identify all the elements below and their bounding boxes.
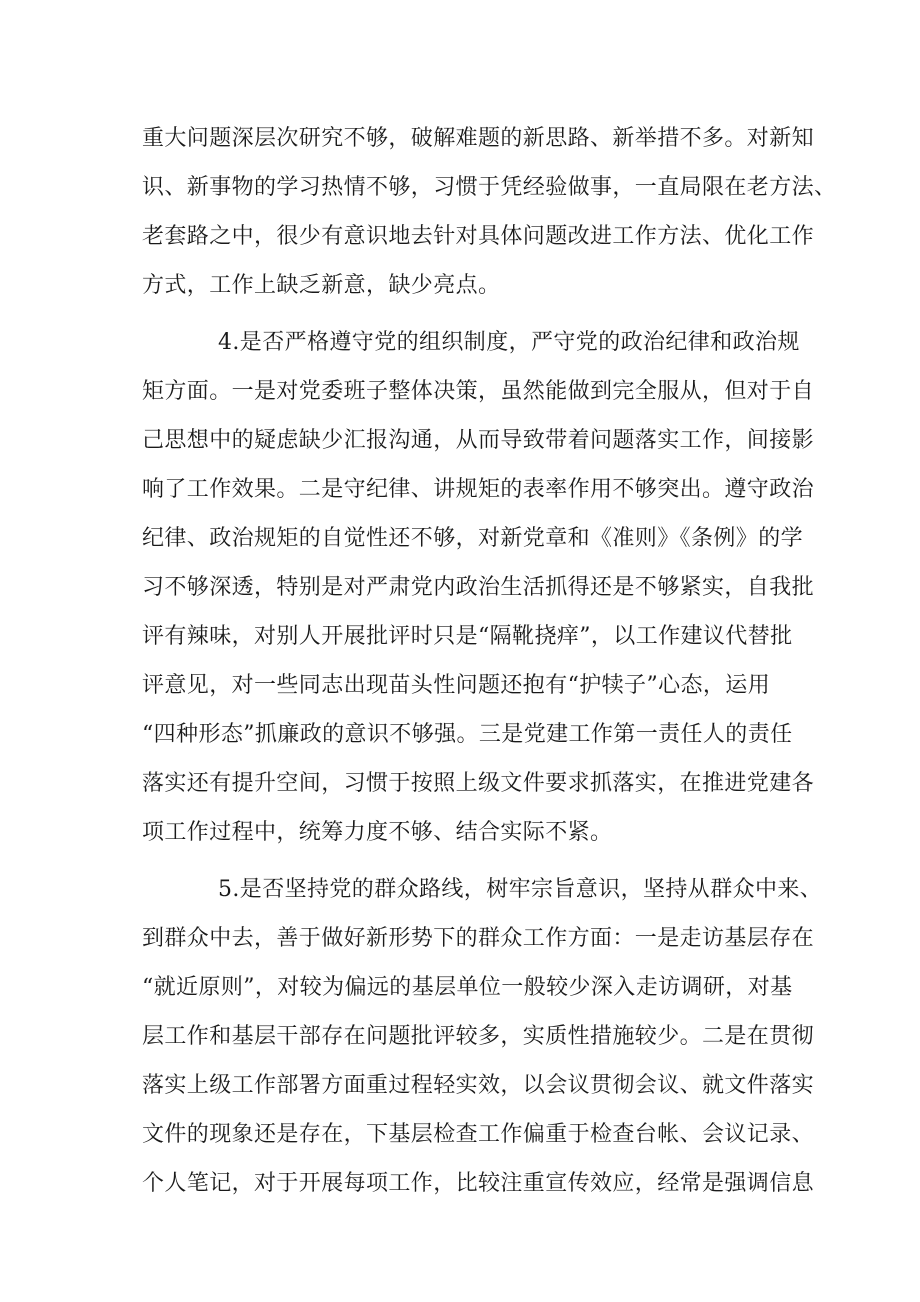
text-line: 项工作过程中，统筹力度不够、结合实际不紧。 — [142, 820, 613, 845]
paragraph-continuation — [142, 114, 837, 310]
text-line: 个人笔记，对于开展每项工作，比较注重宣传效应，经常是强调信息 — [142, 1171, 815, 1196]
text-line: 落实还有提升空间，习惯于按照上级文件要求抓落实，在推进党建各 — [142, 771, 815, 796]
paragraph-item-4 — [142, 318, 815, 857]
text-line: 纪律、政治规矩的自觉性还不够，对新党章和《准则》《条例》的学 — [142, 526, 804, 551]
text-line: 老套路之中，很少有意识地去针对具体问题改进工作方法、优化工作 — [142, 224, 815, 249]
text-line: 评有辣味，对别人开展批评时只是“隔靴挠痒”，以工作建议代替批 — [142, 624, 793, 649]
paragraph-item-5 — [142, 865, 823, 1208]
text-line: 到群众中去，善于做好新形势下的群众工作方面：一是走访基层存在 — [142, 926, 815, 951]
text-line: 重大问题深层次研究不够，破解难题的新思路、新举措不多。对新知 — [142, 126, 815, 151]
text-line: 识、新事物的学习热情不够，习惯于凭经验做事，一直局限在老方法、 — [142, 175, 837, 200]
text-line: 5.是否坚持党的群众路线，树牢宗旨意识，坚持从群众中来、 — [218, 877, 823, 902]
text-line: “就近原则”，对较为偏远的基层单位一般较少深入走访调研，对基 — [142, 975, 793, 1000]
text-line: 4.是否严格遵守党的组织制度，严守党的政治纪律和政治规 — [218, 330, 800, 355]
text-line: 评意见，对一些同志出现苗头性问题还抱有“护犊子”心态，运用 — [142, 673, 771, 698]
text-line: 落实上级工作部署方面重过程轻实效，以会议贯彻会议、就文件落实 — [142, 1073, 815, 1098]
text-line: “四种形态”抓廉政的意识不够强。三是党建工作第一责任人的责任 — [142, 722, 793, 747]
text-line: 响了工作效果。二是守纪律、讲规矩的表率作用不够突出。遵守政治 — [142, 477, 815, 502]
text-line: 方式，工作上缺乏新意，缺少亮点。 — [142, 273, 501, 298]
text-line: 层工作和基层干部存在问题批评较多，实质性措施较少。二是在贯彻 — [142, 1024, 815, 1049]
text-line: 习不够深透，特别是对严肃党内政治生活抓得还是不够紧实，自我批 — [142, 575, 815, 600]
text-line: 己思想中的疑虑缺少汇报沟通，从而导致带着问题落实工作，间接影 — [142, 428, 815, 453]
text-line: 文件的现象还是存在，下基层检查工作偏重于检查台帐、会议记录、 — [142, 1122, 815, 1147]
text-line: 矩方面。一是对党委班子整体决策，虽然能做到完全服从，但对于自 — [142, 379, 815, 404]
